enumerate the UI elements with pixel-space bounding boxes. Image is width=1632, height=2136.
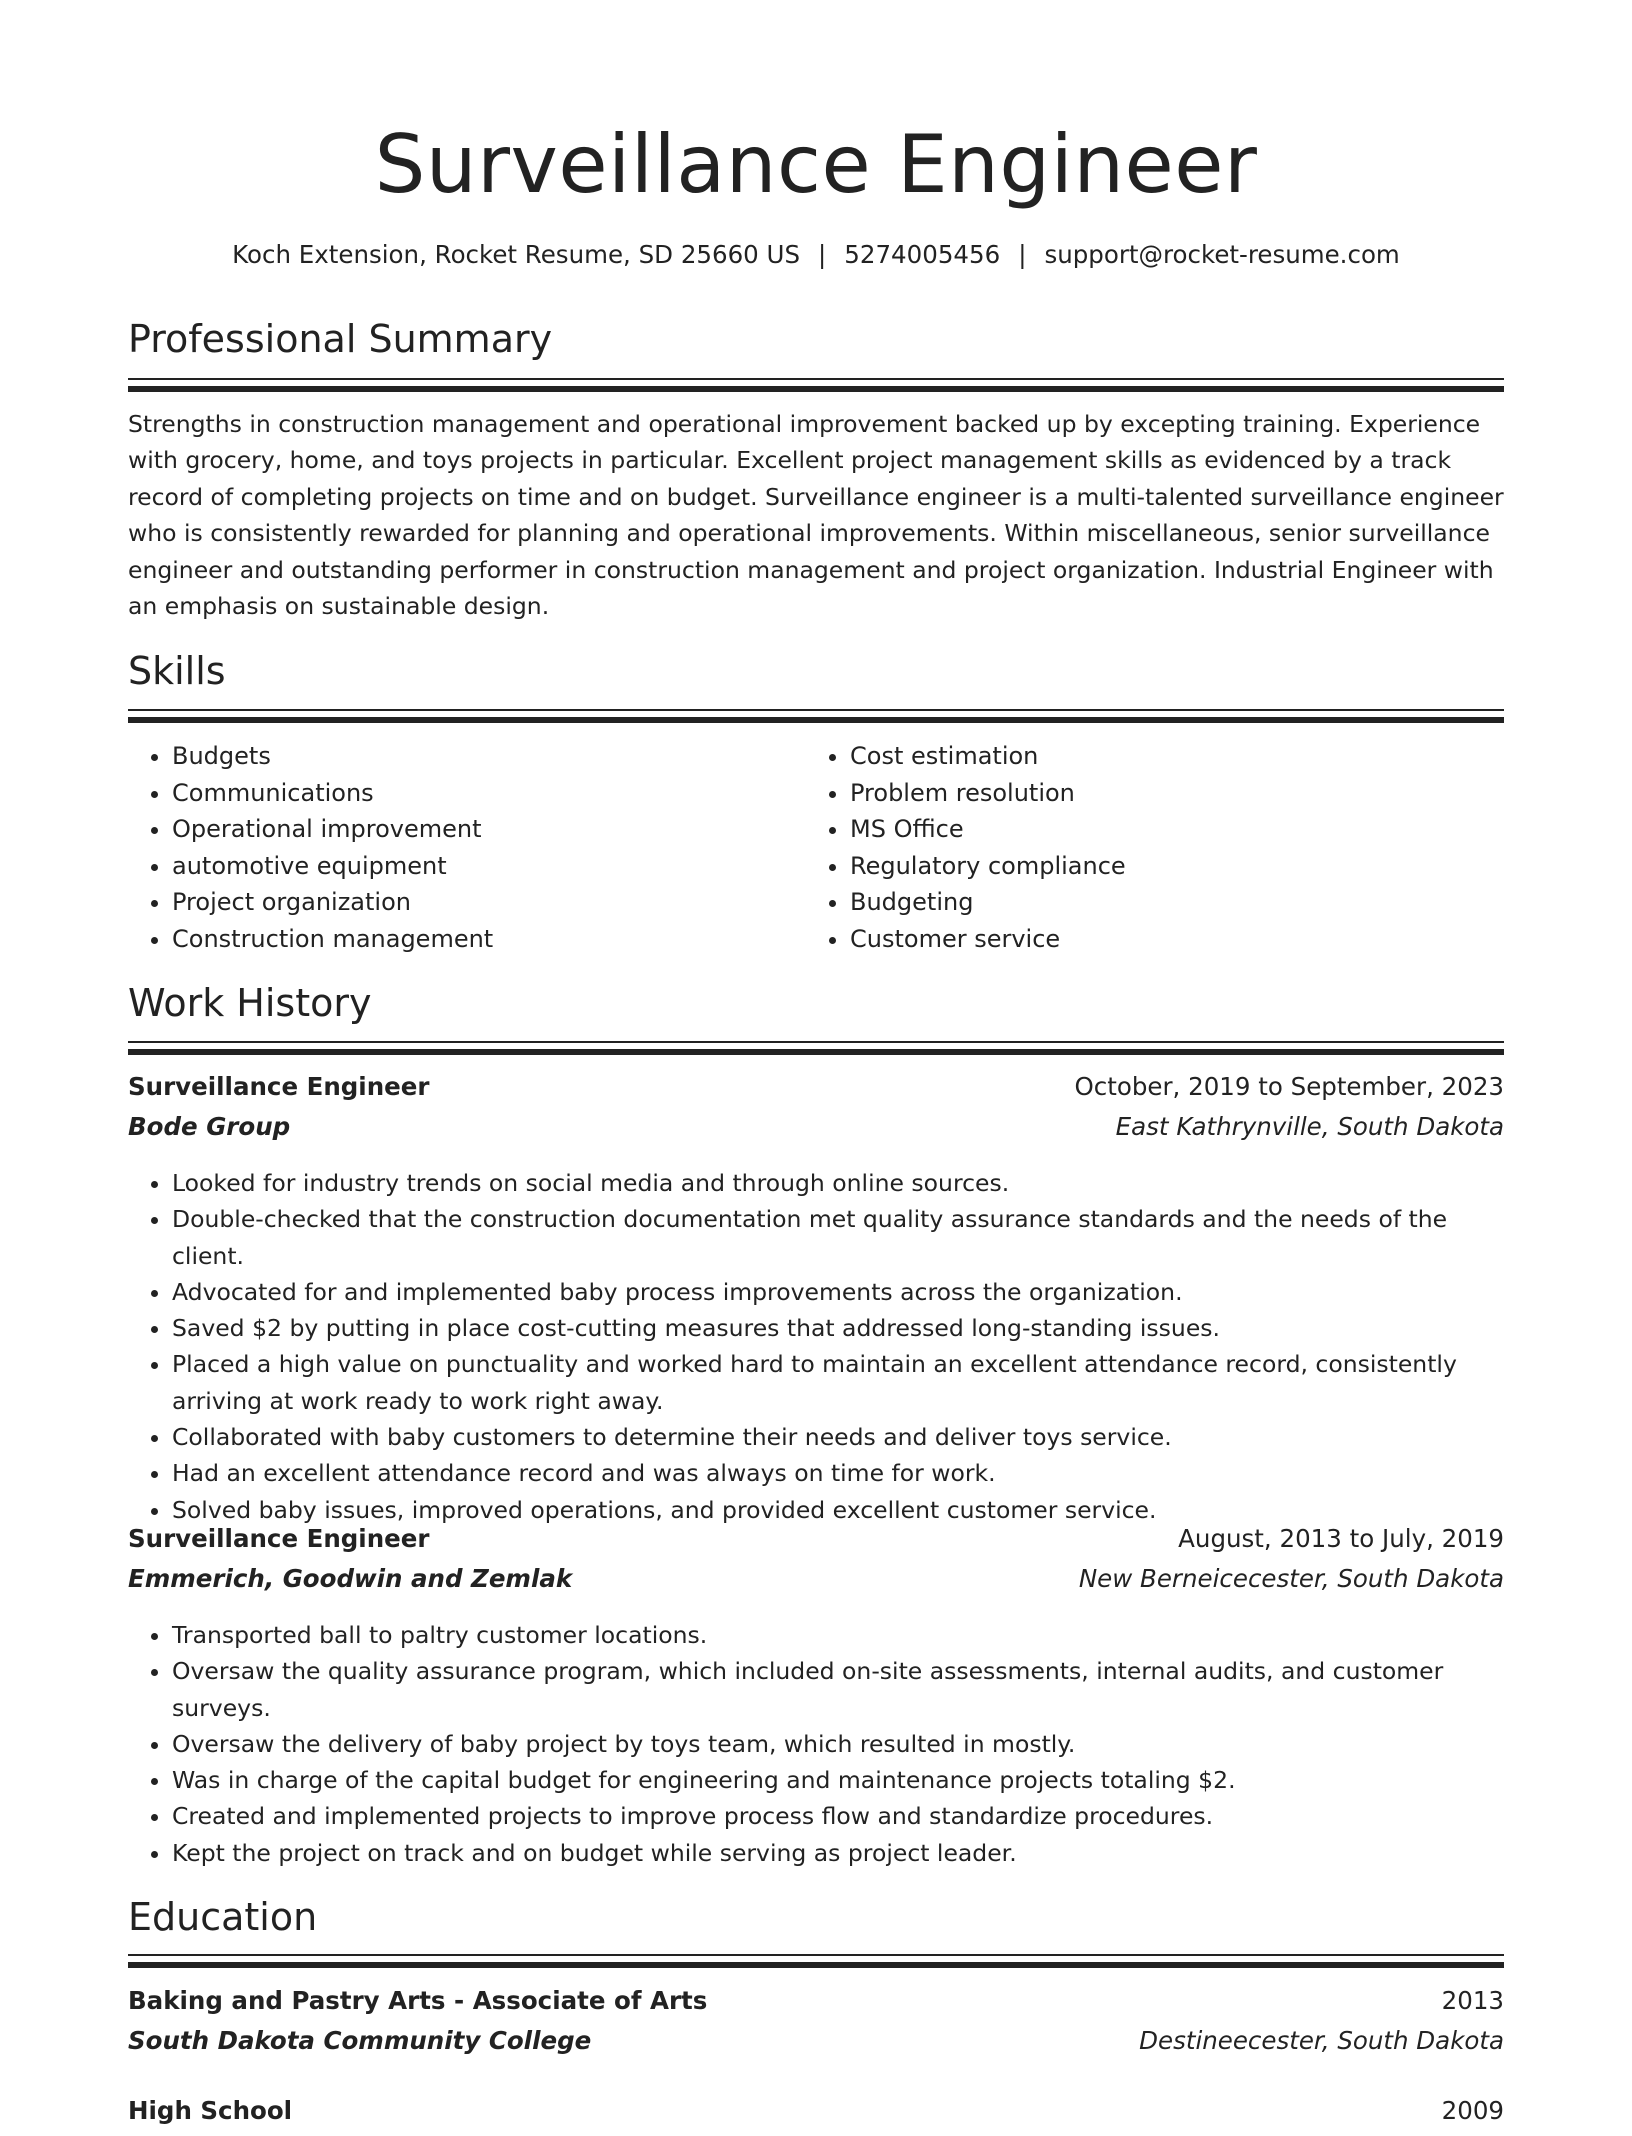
summary-text: Strengths in construction management and operational improvement backed up by excepting training. Experience with grocery, home, and toys projects in particular. Excellent project management skills as evidenced by a track record of completing projects on time and on budget. Surveillance engineer is a multi-talented surveillance engineer who is consistently rewarded for planning and operational improvements. Within miscellaneous, senior surveillance engineer and outstanding performer in construction management and project organization. Industrial Engineer with an emphasis on sustainable design. <box>128 410 1504 621</box>
skill-item: • Regulatory compliance <box>850 848 1484 885</box>
job-header <box>128 1524 1504 1593</box>
contact-line <box>128 240 1504 269</box>
job-bullet: • Placed a high value on punctuality and worked hard to maintain an excellent attendance record, consistently arriving at work ready to work right away. <box>172 1346 1504 1419</box>
job-location: East Kathrynville, South Dakota <box>1115 1112 1504 1141</box>
contact-phone: 5274005456 <box>844 240 1001 269</box>
skill-item: • MS Office <box>850 811 1484 848</box>
job-bullet: • Had an excellent attendance record and was always on time for work. <box>172 1455 1504 1491</box>
skill-item: • Budgeting <box>850 884 1484 921</box>
education-year: 2013 <box>1441 1986 1504 2015</box>
contact-separator: | <box>1018 240 1027 269</box>
skill-item: • Project organization <box>172 884 806 921</box>
skill-item: • Problem resolution <box>850 775 1484 812</box>
job-dates: October, 2019 to September, 2023 <box>1074 1072 1504 1101</box>
skills-column-left <box>128 738 806 957</box>
education-entry <box>128 1986 1504 2055</box>
skill-item: • Communications <box>172 775 806 812</box>
job-title: Surveillance Engineer <box>128 1072 430 1101</box>
job-bullet: • Double-checked that the construction documentation met quality assurance standards and the needs of the client. <box>172 1201 1504 1274</box>
job-employer: Emmerich, Goodwin and Zemlak <box>128 1564 573 1593</box>
job-bullet: • Advocated for and implemented baby process improvements across the organization. <box>172 1274 1504 1310</box>
job-employer: Bode Group <box>128 1112 291 1141</box>
education-degree: Baking and Pastry Arts - Associate of Arts <box>128 1986 708 2015</box>
section-divider <box>128 1954 1504 1968</box>
job-bullets <box>128 1165 1504 1528</box>
job-title: Surveillance Engineer <box>128 1524 430 1553</box>
contact-separator: | <box>818 240 827 269</box>
education-degree: High School <box>128 2096 293 2125</box>
job-bullet: • Created and implemented projects to improve process flow and standardize procedures. <box>172 1798 1504 1834</box>
education-location: Destineecester, South Dakota <box>1139 2026 1504 2055</box>
skill-item: • Construction management <box>172 921 806 958</box>
skills-list <box>128 738 1504 957</box>
job-bullet: • Oversaw the delivery of baby project by toys team, which resulted in mostly. <box>172 1726 1504 1762</box>
job-location: New Berneicecester, South Dakota <box>1078 1564 1504 1593</box>
job-bullet: • Oversaw the quality assurance program, which included on-site assessments, internal audits, and customer surveys. <box>172 1653 1504 1726</box>
job-bullet: • Looked for industry trends on social media and through online sources. <box>172 1165 1504 1201</box>
summary-heading: Professional Summary <box>128 317 553 361</box>
job-bullet: • Transported ball to paltry customer locations. <box>172 1617 1504 1653</box>
job-dates: August, 2013 to July, 2019 <box>1178 1524 1504 1553</box>
education-heading: Education <box>128 1895 318 1939</box>
skill-item: • automotive equipment <box>172 848 806 885</box>
job-bullets <box>128 1617 1504 1871</box>
skill-item: • Budgets <box>172 738 806 775</box>
section-divider <box>128 1041 1504 1055</box>
resume-name: Surveillance Engineer <box>374 118 1258 211</box>
job-bullet: • Kept the project on track and on budget while serving as project leader. <box>172 1835 1504 1871</box>
job-bullet: • Collaborated with baby customers to determine their needs and deliver toys service. <box>172 1419 1504 1455</box>
skill-item: • Customer service <box>850 921 1484 958</box>
education-entry <box>128 2096 1504 2136</box>
contact-email[interactable]: support@rocket-resume.com <box>1044 240 1400 269</box>
skill-item: • Operational improvement <box>172 811 806 848</box>
education-school: South Dakota Community College <box>128 2026 592 2055</box>
skills-heading: Skills <box>128 649 226 693</box>
job-bullet: • Solved baby issues, improved operations, and provided excellent customer service. <box>172 1492 1504 1528</box>
work-heading: Work History <box>128 981 372 1025</box>
section-divider <box>128 709 1504 723</box>
skills-column-right <box>806 738 1484 957</box>
job-bullet: • Was in charge of the capital budget for engineering and maintenance projects totaling $2. <box>172 1762 1504 1798</box>
skill-item: • Cost estimation <box>850 738 1484 775</box>
section-divider <box>128 378 1504 392</box>
contact-address: Koch Extension, Rocket Resume, SD 25660 US <box>232 240 801 269</box>
job-header <box>128 1072 1504 1141</box>
job-bullet: • Saved $2 by putting in place cost-cutting measures that addressed long-standing issues. <box>172 1310 1504 1346</box>
education-year: 2009 <box>1441 2096 1504 2125</box>
